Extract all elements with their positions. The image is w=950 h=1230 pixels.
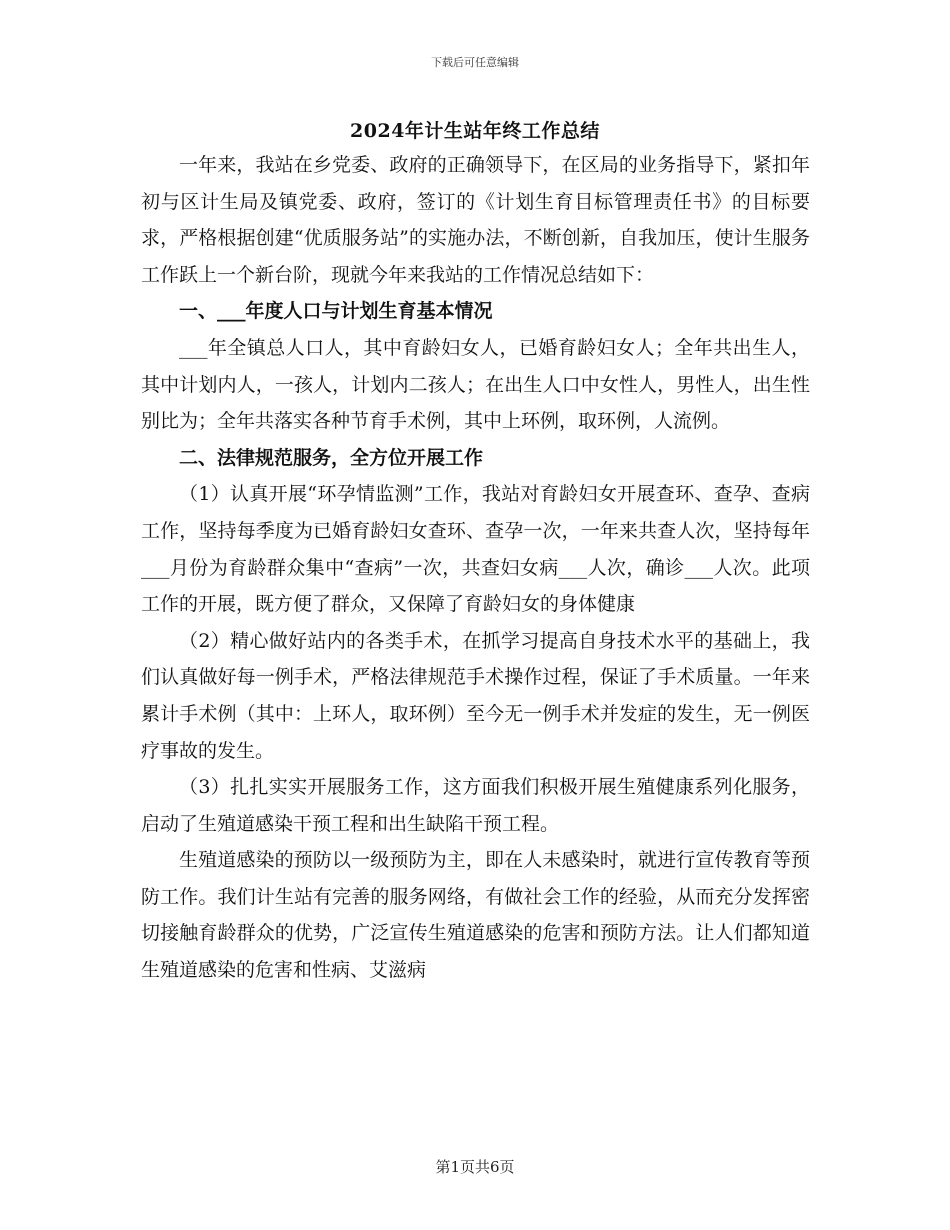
page-footer: 第1页共6页 <box>435 1158 515 1176</box>
infection-prevention-paragraph: 生殖道感染的预防以一级预防为主，即在人未感染时，就进行宣传教育等预防工作。我们计生站有完善的服务网络，有做社会工作的经验，从而充分发挥密切接触育龄群众的优势，广泛宣传生殖道感染的危害和预防方法。让人们都知道生殖道感染的危害和性病、艾滋病 <box>141 849 810 982</box>
item-3-paragraph: （3）扎扎实实开展服务工作，这方面我们积极开展生殖健康系列化服务，启动了生殖道感染干预工程和出生缺陷干预工程。 <box>141 776 810 835</box>
section-heading-2: 二、法律规范服务，全方位开展工作 <box>179 446 484 469</box>
population-paragraph: ___年全镇总人口人，其中育龄妇女人，已婚育龄妇女人；全年共出生人，其中计划内人，一孩人，计划内二孩人；在出生人口中女性人，男性人，出生性别比为；全年共落实各种节育手术例，其中上环例，取环例，人流例。 <box>141 336 810 433</box>
section-heading-1: 一、___年度人口与计划生育基本情况 <box>179 300 493 323</box>
intro-paragraph: 一年来，我站在乡党委、政府的正确领导下，在区局的业务指导下，紧扣年初与区计生局及镇党委、政府，签订的《计划生育目标管理责任书》的目标要求，严格根据创建“优质服务站”的实施办法，不断创新，自我加压，使计生服务工作跃上一个新台阶，现就今年来我站的工作情况总结如下： <box>141 154 810 286</box>
document-title: 2024年计生站年终工作总结 <box>350 120 600 142</box>
item-1-paragraph: （1）认真开展“环孕情监测”工作，我站对育龄妇女开展查环、查孕、查病工作，坚持每季度为已婚育龄妇女查环、查孕一次，一年来共查人次，坚持每年___月份为育龄群众集中“查病”一次，共查妇女病___人次，确诊___人次。此项工作的开展，既方便了群众，又保障了育龄妇女的身体健康 <box>141 483 810 616</box>
header-note: 下载后可任意编辑 <box>431 56 519 69</box>
document-body <box>141 147 810 989</box>
item-2-paragraph: （2）精心做好站内的各类手术，在抓学习提高自身技术水平的基础上，我们认真做好每一例手术，严格法律规范手术操作过程，保证了手术质量。一年来累计手术例（其中：上环人，取环例）至今无一例手术并发症的发生，无一例医疗事故的发生。 <box>141 629 810 762</box>
